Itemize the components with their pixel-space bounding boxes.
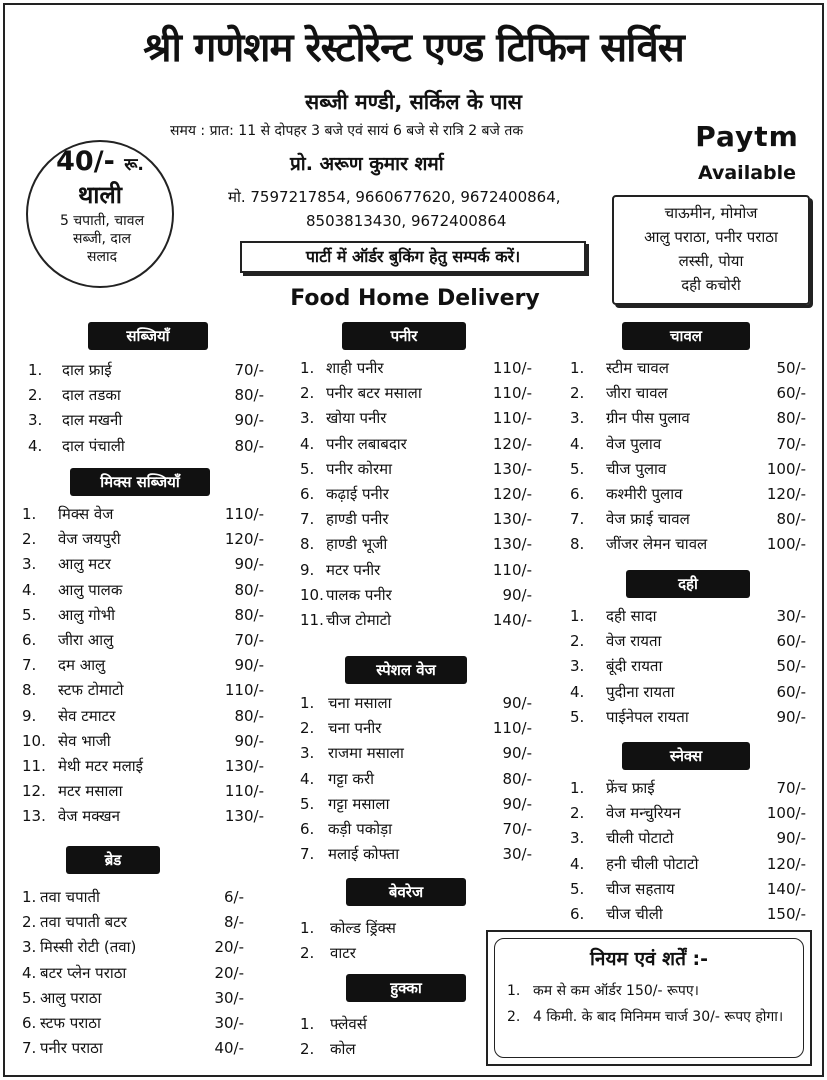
menu-item <box>300 432 532 457</box>
menu-item <box>570 877 806 902</box>
menu-item <box>28 383 264 408</box>
menu-item <box>300 842 532 867</box>
menu-item <box>300 691 532 716</box>
menu-item <box>22 935 244 960</box>
item-name: चीज चीली <box>606 904 663 923</box>
item-number: 2. <box>300 944 315 963</box>
paytm-logo: Paytm <box>695 120 799 153</box>
item-number: 11. <box>22 756 46 775</box>
item-price: 30/- <box>214 988 244 1007</box>
item-number: 1. <box>570 607 585 625</box>
item-name: तवा चपाती बटर <box>40 913 127 932</box>
item-name: जीरा चावल <box>606 384 668 403</box>
item-name: फ्लेवर्स <box>330 1015 367 1033</box>
menu-item <box>300 767 532 792</box>
item-number: 3. <box>570 829 585 848</box>
item-number: 1. <box>28 361 43 379</box>
item-name: पनीर लबाबदार <box>326 434 407 453</box>
item-name: स्टफ टोमाटो <box>58 681 124 700</box>
item-name: जींजर लेमन चावल <box>606 535 708 554</box>
address: सब्जी मण्डी, सर्किल के पास <box>305 90 522 114</box>
item-price: 100/- <box>766 459 806 478</box>
item-price: 110/- <box>224 782 264 801</box>
menu-item <box>22 603 264 628</box>
item-name: वेज रायता <box>606 632 662 651</box>
menu-item <box>300 482 532 507</box>
item-name: कड़ी पकोड़ा <box>328 819 393 838</box>
item-name: कढ़ाई पनीर <box>326 484 389 503</box>
item-price: 80/- <box>234 706 264 725</box>
menu-item <box>300 817 532 842</box>
item-name: खोया पनीर <box>326 409 387 428</box>
item-price: 120/- <box>766 854 806 873</box>
list-paneer <box>300 356 532 633</box>
item-number: 1. <box>570 779 585 797</box>
item-name: आलु मटर <box>58 555 111 574</box>
item-price: 60/- <box>776 384 806 403</box>
item-number: 7. <box>300 510 315 529</box>
terms-title: नियम एवं शर्तें :- <box>590 948 708 970</box>
item-number: 6. <box>22 1013 37 1032</box>
item-price: 90/- <box>234 731 264 750</box>
item-name: वेज पुलाव <box>606 434 662 453</box>
section-header-hookah: हुक्का <box>346 974 466 1002</box>
specials-box: चाऊमीन, मोमोज आलु पराठा, पनीर पराठा लस्सी, पोया दही कचोरी <box>612 195 810 305</box>
item-price: 140/- <box>766 879 806 898</box>
item-name: दाल पंचाली <box>62 436 125 455</box>
menu-item <box>300 608 532 633</box>
item-price: 110/- <box>224 505 264 523</box>
list-bread <box>22 885 244 1061</box>
item-name: पालक पनीर <box>326 585 392 604</box>
item-name: जीरा आलु <box>58 630 114 649</box>
item-name: दाल मखनी <box>62 411 123 430</box>
item-name: आलु पराठा <box>40 988 102 1007</box>
section-header-mix-sabjiyan: मिक्स सब्जियाँ <box>70 468 210 496</box>
item-number: 5. <box>22 605 37 624</box>
item-price: 90/- <box>234 656 264 675</box>
item-name: गट्टा मसाला <box>328 794 390 813</box>
item-number: 4. <box>22 963 37 982</box>
item-number: 2. <box>28 386 43 405</box>
terms-box <box>486 930 812 1066</box>
item-price: 110/- <box>492 409 532 428</box>
item-number: 6. <box>570 904 585 923</box>
item-number: 6. <box>300 819 315 838</box>
item-name: दही सादा <box>606 607 657 625</box>
item-name: वेज जयपुरी <box>58 530 121 549</box>
item-number: 7. <box>300 845 315 864</box>
menu-item <box>22 910 244 935</box>
item-name: आलु पालक <box>58 580 123 599</box>
item-price: 90/- <box>502 744 532 763</box>
item-number: 3. <box>28 411 43 430</box>
thali-price: 40/- रू. <box>56 146 144 177</box>
list-dahi <box>570 604 806 730</box>
menu-item <box>22 502 264 527</box>
menu-item <box>570 482 806 507</box>
item-price: 6/- <box>223 888 244 906</box>
item-number: 2. <box>300 1040 315 1059</box>
item-number: 3. <box>22 938 37 957</box>
section-header-special-veg: स्पेशल वेज <box>345 656 467 684</box>
list-mix-sabjiyan <box>22 502 264 829</box>
item-price: 110/- <box>492 560 532 579</box>
item-price: 70/- <box>776 779 806 797</box>
menu-item <box>570 776 806 801</box>
item-name: मेथी मटर मलाई <box>58 756 144 775</box>
item-price: 70/- <box>234 361 264 379</box>
item-name: हाण्डी पनीर <box>326 510 389 529</box>
item-price: 20/- <box>214 963 244 982</box>
item-number: 7. <box>22 656 37 675</box>
menu-item <box>22 678 264 703</box>
item-price: 70/- <box>234 630 264 649</box>
menu-item <box>570 705 806 730</box>
item-price: 110/- <box>492 719 532 738</box>
item-price: 120/- <box>224 530 264 549</box>
menu-item <box>22 527 264 552</box>
item-number: 13. <box>22 807 46 826</box>
item-price: 60/- <box>776 682 806 701</box>
item-number: 3. <box>300 744 315 763</box>
item-price: 140/- <box>492 610 532 629</box>
item-price: 80/- <box>776 510 806 529</box>
item-number: 5. <box>570 879 585 898</box>
item-price: 120/- <box>492 434 532 453</box>
menu-item <box>22 961 244 986</box>
item-number: 9. <box>22 706 37 725</box>
party-order-box: पार्टी में ऑर्डर बुकिंग हेतु सम्पर्क करें। <box>240 241 586 273</box>
item-number: 6. <box>570 484 585 503</box>
item-name: मटर मसाला <box>58 782 123 801</box>
item-number: 2. <box>570 384 585 403</box>
item-name: मटर पनीर <box>326 560 381 579</box>
item-price: 100/- <box>766 535 806 554</box>
thali-name: थाली <box>77 181 123 209</box>
item-name: स्टीम चावल <box>606 359 669 377</box>
item-price: 20/- <box>214 938 244 957</box>
terms-inner: नियम एवं शर्तें :- 1. कम से कम ऑर्डर 150/- रूपए। 2. 4 किमी. के बाद मिनिमम चार्ज 30/- रूपए होगा। <box>494 938 804 1058</box>
menu-item <box>300 507 532 532</box>
menu-item <box>300 716 532 741</box>
item-price: 30/- <box>214 1013 244 1032</box>
menu-item <box>300 741 532 766</box>
item-number: 3. <box>300 409 315 428</box>
list-sabjiyan <box>28 358 264 459</box>
item-name: चीज टोमाटो <box>326 610 392 629</box>
item-price: 30/- <box>776 607 806 625</box>
item-number: 1. <box>300 1015 315 1033</box>
item-name: स्टफ पराठा <box>40 1013 101 1032</box>
item-price: 130/- <box>224 807 264 826</box>
item-name: हाण्डी भूजी <box>326 535 388 554</box>
item-name: चीली पोटाटो <box>606 829 674 848</box>
item-price: 90/- <box>776 829 806 848</box>
menu-item <box>22 779 264 804</box>
menu-item <box>28 408 264 433</box>
menu-item <box>22 653 264 678</box>
item-price: 80/- <box>234 605 264 624</box>
menu-item <box>300 457 532 482</box>
item-name: ग्रीन पीस पुलाव <box>606 409 690 428</box>
item-name: चीज सहताय <box>606 879 675 898</box>
menu-item <box>22 754 264 779</box>
home-delivery: Food Home Delivery <box>290 286 540 311</box>
list-special-veg <box>300 691 532 867</box>
item-price: 90/- <box>502 794 532 813</box>
menu-item <box>570 629 806 654</box>
item-name: पाईनेपल रायता <box>606 707 689 726</box>
menu-item <box>570 356 806 381</box>
item-number: 3. <box>570 409 585 428</box>
item-price: 130/- <box>224 756 264 775</box>
item-price: 90/- <box>502 585 532 604</box>
menu-item <box>300 558 532 583</box>
item-name: चीज पुलाव <box>606 459 667 478</box>
menu-item <box>22 552 264 577</box>
item-number: 5. <box>22 988 37 1007</box>
menu-item <box>22 704 264 729</box>
item-name: बटर प्लेन पराठा <box>40 963 127 982</box>
item-name: दाल तडका <box>62 386 121 405</box>
menu-item <box>570 507 806 532</box>
item-price: 90/- <box>776 707 806 726</box>
menu-item <box>22 578 264 603</box>
item-price: 80/- <box>776 409 806 428</box>
paytm-available: Available <box>697 162 797 184</box>
item-number: 1. <box>300 919 315 937</box>
menu-item <box>300 583 532 608</box>
section-header-dahi: दही <box>626 570 750 598</box>
item-price: 130/- <box>492 510 532 529</box>
menu-item <box>570 852 806 877</box>
menu-item <box>22 729 264 754</box>
item-number: 1. <box>22 888 37 906</box>
list-chawal <box>570 356 806 558</box>
item-name: कोल्ड ड्रिंक्स <box>330 919 396 937</box>
item-price: 110/- <box>492 359 532 377</box>
item-price: 130/- <box>492 535 532 554</box>
item-name: राजमा मसाला <box>328 744 404 763</box>
item-number: 1. <box>22 505 37 523</box>
menu-item <box>570 680 806 705</box>
menu-item <box>570 654 806 679</box>
thali-description: 5 चपाती, चावल सब्जी, दाल सलाद <box>59 213 145 265</box>
item-number: 1. <box>300 359 315 377</box>
item-number: 6. <box>22 630 37 649</box>
section-header-sabjiyan: सब्जियाँ <box>88 322 208 350</box>
menu-item <box>22 1036 244 1061</box>
item-name: कोल <box>330 1040 356 1059</box>
item-number: 9. <box>300 560 315 579</box>
item-price: 90/- <box>234 555 264 574</box>
item-price: 150/- <box>766 904 806 923</box>
item-price: 80/- <box>234 386 264 405</box>
menu-item <box>570 604 806 629</box>
menu-item <box>300 532 532 557</box>
menu-item <box>570 902 806 927</box>
item-name: मिस्सी रोटी (तवा) <box>40 938 137 957</box>
menu-item <box>22 986 244 1011</box>
item-price: 70/- <box>776 434 806 453</box>
menu-item <box>570 801 806 826</box>
menu-item <box>570 406 806 431</box>
menu-item <box>570 826 806 851</box>
item-number: 10. <box>22 731 46 750</box>
section-header-bread: ब्रेड <box>66 846 160 874</box>
menu-item <box>22 804 264 829</box>
item-name: शाही पनीर <box>326 359 384 377</box>
menu-item <box>28 358 264 383</box>
item-number: 2. <box>300 384 315 403</box>
section-header-paneer: पनीर <box>342 322 466 350</box>
item-price: 80/- <box>502 769 532 788</box>
item-name: सेव टमाटर <box>58 706 116 725</box>
item-name: चना मसाला <box>328 694 392 712</box>
item-name: दम आलु <box>58 656 106 675</box>
item-name: पुदीना रायता <box>606 682 675 701</box>
item-price: 70/- <box>502 819 532 838</box>
item-number: 8. <box>22 681 37 700</box>
item-number: 4. <box>570 854 585 873</box>
item-name: मिक्स वेज <box>58 505 114 523</box>
thali-badge <box>26 140 174 288</box>
item-name: दाल फ्राई <box>62 361 112 379</box>
item-name: पनीर पराठा <box>40 1039 103 1058</box>
item-name: फ्रेंच फ्राई <box>606 779 655 797</box>
menu-item <box>300 381 532 406</box>
section-header-beverage: बेवरेज <box>346 878 466 906</box>
item-price: 110/- <box>492 384 532 403</box>
menu-item <box>300 356 532 381</box>
item-name: तवा चपाती <box>40 888 100 906</box>
item-name: मलाई कोफ्ता <box>328 845 400 864</box>
item-number: 8. <box>300 535 315 554</box>
item-number: 8. <box>570 535 585 554</box>
section-header-chawal: चावल <box>622 322 750 350</box>
item-number: 4. <box>570 434 585 453</box>
item-number: 2. <box>300 719 315 738</box>
item-number: 7. <box>22 1039 37 1058</box>
timing: समय : प्रात: 11 से दोपहर 3 बजे एवं सायं 6 बजे से रात्रि 2 बजे तक <box>170 123 524 139</box>
item-number: 10. <box>300 585 324 604</box>
item-number: 3. <box>22 555 37 574</box>
item-price: 8/- <box>223 913 244 932</box>
item-number: 5. <box>570 707 585 726</box>
item-name: सेव भाजी <box>58 731 111 750</box>
item-name: हनी चीली पोटाटो <box>606 854 699 873</box>
item-price: 80/- <box>234 580 264 599</box>
item-name: चना पनीर <box>328 719 382 738</box>
mobile-numbers: मो. 7597217854, 9660677620, 9672400864, 8503813430, 9672400864 <box>228 188 561 230</box>
item-name: वेज मक्खन <box>58 807 120 826</box>
item-name: बूंदी रायता <box>606 657 663 676</box>
item-price: 30/- <box>502 845 532 864</box>
item-price: 120/- <box>766 484 806 503</box>
item-number: 2. <box>22 913 37 932</box>
menu-item <box>28 434 264 459</box>
menu-item <box>570 432 806 457</box>
menu-item <box>22 1011 244 1036</box>
item-number: 1. <box>570 359 585 377</box>
item-number: 3. <box>570 657 585 676</box>
item-name: कश्मीरी पुलाव <box>606 484 683 503</box>
menu-item <box>22 628 264 653</box>
item-number: 4. <box>570 682 585 701</box>
menu-item <box>300 792 532 817</box>
item-number: 5. <box>300 459 315 478</box>
item-number: 12. <box>22 782 46 801</box>
item-price: 50/- <box>776 657 806 676</box>
item-price: 130/- <box>492 459 532 478</box>
item-price: 90/- <box>234 411 264 430</box>
item-name: गट्टा करी <box>328 769 374 788</box>
item-price: 60/- <box>776 632 806 651</box>
item-number: 2. <box>22 530 37 549</box>
item-name: वाटर <box>330 944 356 963</box>
item-number: 2. <box>570 632 585 651</box>
proprietor: प्रो. अरूण कुमार शर्मा <box>290 153 444 175</box>
item-number: 4. <box>22 580 37 599</box>
item-name: वेज मन्चुरियन <box>606 804 681 823</box>
menu-item <box>570 532 806 557</box>
item-number: 5. <box>300 794 315 813</box>
item-name: वेज फ्राई चावल <box>606 510 690 529</box>
list-snacks <box>570 776 806 927</box>
menu-item <box>300 406 532 431</box>
item-price: 80/- <box>234 436 264 455</box>
item-number: 4. <box>28 436 43 455</box>
item-price: 120/- <box>492 484 532 503</box>
menu-item <box>22 885 244 910</box>
item-price: 110/- <box>224 681 264 700</box>
menu-item <box>570 381 806 406</box>
item-number: 7. <box>570 510 585 529</box>
item-number: 2. <box>570 804 585 823</box>
item-price: 90/- <box>502 694 532 712</box>
restaurant-title: श्री गणेशम रेस्टोरेन्ट एण्ड टिफिन सर्विस <box>143 25 684 71</box>
item-price: 40/- <box>214 1039 244 1058</box>
item-number: 4. <box>300 769 315 788</box>
item-number: 6. <box>300 484 315 503</box>
menu-item <box>570 457 806 482</box>
item-number: 5. <box>570 459 585 478</box>
item-number: 11. <box>300 610 324 629</box>
item-price: 50/- <box>776 359 806 377</box>
item-name: पनीर बटर मसाला <box>326 384 422 403</box>
section-header-snacks: स्नेक्स <box>622 742 750 770</box>
item-number: 1. <box>300 694 315 712</box>
item-name: आलु गोभी <box>58 605 116 624</box>
item-name: पनीर कोरमा <box>326 459 393 478</box>
item-number: 4. <box>300 434 315 453</box>
item-price: 100/- <box>766 804 806 823</box>
